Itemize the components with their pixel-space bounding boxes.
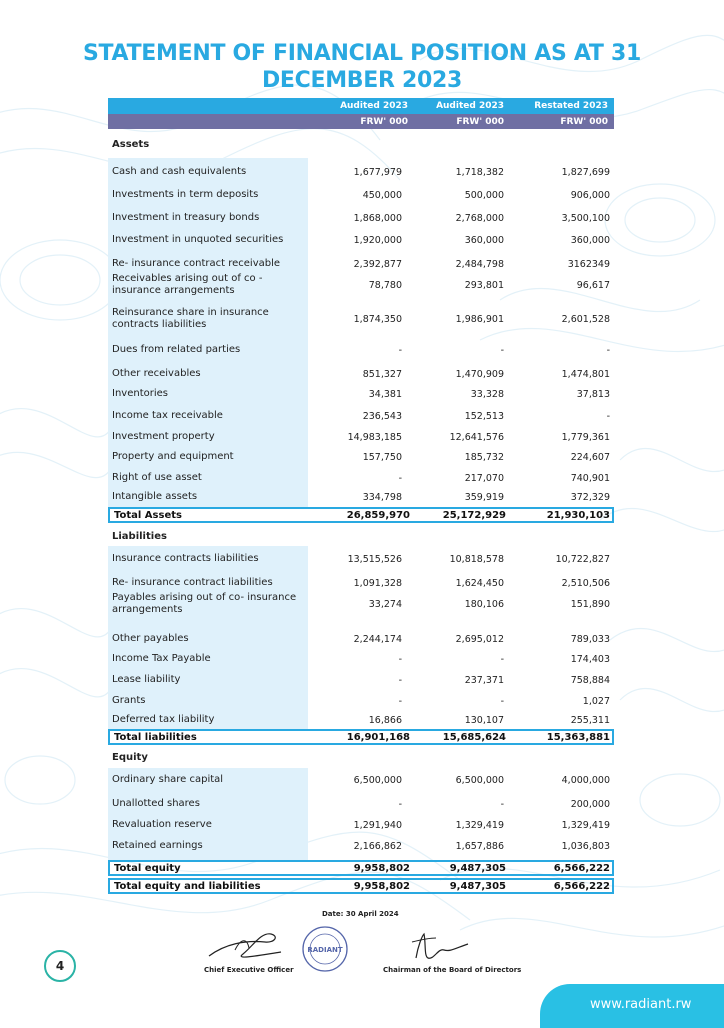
row-value: 157,750	[362, 452, 402, 463]
row-label: Intangible assets	[112, 491, 198, 502]
row-label: Income Tax Payable	[112, 653, 211, 664]
total-equity-label: Total equity	[114, 863, 181, 874]
total-liabilities-value-2: 15,685,624	[442, 732, 506, 743]
total-equity-liabilities-label: Total equity and liabilities	[114, 881, 261, 892]
column-header-row	[108, 98, 614, 114]
row-value: 14,983,185	[347, 432, 402, 443]
row-value: 1,868,000	[353, 213, 402, 224]
total-liabilities-value-3: 15,363,881	[546, 732, 610, 743]
row-value: -	[500, 696, 504, 707]
row-value: 2,510,506	[561, 578, 610, 589]
row-value: 1,624,450	[455, 578, 504, 589]
row-value: 34,381	[368, 389, 402, 400]
row-value: 1,027	[582, 696, 610, 707]
row-value: 4,000,000	[561, 775, 610, 786]
row-value: 2,601,528	[561, 314, 610, 325]
row-value: 96,617	[576, 280, 610, 291]
row-value: 1,874,350	[353, 314, 402, 325]
row-value: 1,291,940	[353, 820, 402, 831]
row-value: 740,901	[570, 473, 610, 484]
row-value: 12,641,576	[449, 432, 504, 443]
liabilities-heading: Liabilities	[112, 531, 167, 542]
signing-date: Date: 30 April 2024	[322, 910, 399, 918]
row-value: 174,403	[570, 654, 610, 665]
ceo-signature	[205, 930, 285, 964]
unit-header-2: FRW' 000	[456, 116, 504, 127]
total-assets-label: Total Assets	[114, 510, 182, 521]
row-value: 6,500,000	[353, 775, 402, 786]
row-value: 2,695,012	[455, 634, 504, 645]
row-label: Right of use asset	[112, 472, 202, 483]
row-value: -	[398, 696, 402, 707]
row-label: Ordinary share capital	[112, 774, 224, 785]
row-value: 906,000	[570, 190, 610, 201]
row-value: 37,813	[576, 389, 610, 400]
total-assets-value-2: 25,172,929	[442, 510, 506, 521]
row-value: 1,474,801	[561, 369, 610, 380]
total-liabilities-label: Total liabilities	[114, 732, 197, 743]
row-value: 359,919	[464, 492, 504, 503]
row-value: -	[500, 799, 504, 810]
svg-text:RADIANT: RADIANT	[307, 946, 343, 954]
row-value: 789,033	[570, 634, 610, 645]
website-url[interactable]: www.radiant.rw	[590, 997, 692, 1012]
total-assets-value-3: 21,930,103	[546, 510, 610, 521]
total-equity-value-2: 9,487,305	[449, 863, 506, 874]
row-value: 1,718,382	[455, 167, 504, 178]
row-value: 2,392,877	[353, 259, 402, 270]
row-label: Revaluation reserve	[112, 819, 212, 830]
row-value: 851,327	[362, 369, 402, 380]
row-value: 180,106	[464, 599, 504, 610]
row-value: 1,091,328	[353, 578, 402, 589]
row-value: 10,722,827	[555, 554, 610, 565]
page-number: 4	[44, 950, 76, 982]
total-liabilities-value-1: 16,901,168	[346, 732, 410, 743]
row-value: 152,513	[464, 411, 504, 422]
row-label: Unallotted shares	[112, 798, 200, 809]
row-label: Investment in treasury bonds	[112, 212, 260, 223]
row-label: Income tax receivable	[112, 410, 223, 421]
total-equity-liabilities-row	[108, 878, 614, 894]
chairman-signature	[408, 930, 472, 964]
row-value: 372,329	[570, 492, 610, 503]
row-value: 1,657,886	[455, 841, 504, 852]
row-value: 151,890	[570, 599, 610, 610]
row-value: 293,801	[464, 280, 504, 291]
row-label: Deferred tax liability	[112, 714, 215, 725]
total-assets-row	[108, 507, 614, 523]
row-label: Investments in term deposits	[112, 189, 259, 200]
row-value: 255,311	[570, 715, 610, 726]
row-value: 1,827,699	[561, 167, 610, 178]
row-value: 1,779,361	[561, 432, 610, 443]
row-value: 6,500,000	[455, 775, 504, 786]
row-value: 450,000	[362, 190, 402, 201]
column-header-1: Audited 2023	[340, 101, 408, 111]
row-label: Retained earnings	[112, 840, 203, 851]
row-value: 1,036,803	[561, 841, 610, 852]
unit-header-1: FRW' 000	[360, 116, 408, 127]
total-equity-liabilities-value-1: 9,958,802	[353, 881, 410, 892]
row-label: Investment property	[112, 431, 215, 442]
equity-heading: Equity	[112, 752, 148, 763]
assets-heading: Assets	[112, 139, 150, 150]
row-value: 500,000	[464, 190, 504, 201]
row-value: 2,166,862	[353, 841, 402, 852]
ceo-label: Chief Executive Officer	[204, 966, 294, 974]
total-liabilities-row	[108, 729, 614, 745]
row-value: 3162349	[567, 259, 610, 270]
row-label: Reinsurance share in insurance contracts liabilities	[112, 307, 269, 330]
page-title: STATEMENT OF FINANCIAL POSITION AS AT 31 DECEMBER 2023	[83, 41, 641, 93]
row-value: 758,884	[570, 675, 610, 686]
row-value: -	[398, 654, 402, 665]
row-value: 1,986,901	[455, 314, 504, 325]
row-value: -	[500, 654, 504, 665]
row-label: Property and equipment	[112, 451, 234, 462]
row-value: 334,798	[362, 492, 402, 503]
row-value: 33,328	[470, 389, 504, 400]
row-label: Grants	[112, 695, 146, 706]
row-value: 2,244,174	[353, 634, 402, 645]
row-value: 1,677,979	[353, 167, 402, 178]
row-value: 217,070	[464, 473, 504, 484]
row-label: Re- insurance contract liabilities	[112, 577, 273, 588]
row-value: 3,500,100	[561, 213, 610, 224]
row-label: Payables arising out of co- insurance arrangements	[112, 592, 297, 615]
row-value: -	[398, 473, 402, 484]
row-value: 1,329,419	[455, 820, 504, 831]
row-value: 185,732	[464, 452, 504, 463]
row-value: 1,920,000	[353, 235, 402, 246]
row-label: Insurance contracts liabilities	[112, 553, 259, 564]
row-value: 10,818,578	[449, 554, 504, 565]
column-header-2: Audited 2023	[436, 101, 504, 111]
row-label: Investment in unquoted securities	[112, 234, 284, 245]
column-header-3: Restated 2023	[534, 101, 608, 111]
row-value: 236,543	[362, 411, 402, 422]
row-value: 33,274	[368, 599, 402, 610]
chairman-label: Chairman of the Board of Directors	[383, 966, 522, 974]
row-label: Other receivables	[112, 368, 201, 379]
total-equity-liabilities-value-3: 6,566,222	[553, 881, 610, 892]
row-value: 2,768,000	[455, 213, 504, 224]
row-value: -	[500, 345, 504, 356]
row-label: Receivables arising out of co - insurance arrangements	[112, 273, 263, 296]
total-assets-value-1: 26,859,970	[346, 510, 410, 521]
company-seal	[300, 924, 350, 974]
row-label: Re- insurance contract receivable	[112, 258, 281, 269]
row-value: 360,000	[570, 235, 610, 246]
row-value: 78,780	[368, 280, 402, 291]
total-equity-liabilities-value-2: 9,487,305	[449, 881, 506, 892]
row-value: 1,329,419	[561, 820, 610, 831]
total-equity-value-1: 9,958,802	[353, 863, 410, 874]
row-value: -	[398, 799, 402, 810]
row-value: 200,000	[570, 799, 610, 810]
row-value: 13,515,526	[347, 554, 402, 565]
row-value: -	[606, 411, 610, 422]
row-value: -	[398, 675, 402, 686]
row-value: 360,000	[464, 235, 504, 246]
row-value: 130,107	[464, 715, 504, 726]
total-equity-row	[108, 860, 614, 876]
row-value: 16,866	[368, 715, 402, 726]
row-value: 237,371	[464, 675, 504, 686]
row-value: -	[606, 345, 610, 356]
unit-header-row	[108, 114, 614, 129]
row-label: Inventories	[112, 388, 168, 399]
row-value: 2,484,798	[455, 259, 504, 270]
row-value: -	[398, 345, 402, 356]
row-label: Lease liability	[112, 674, 181, 685]
unit-header-3: FRW' 000	[560, 116, 608, 127]
row-label: Dues from related parties	[112, 344, 241, 355]
row-value: 224,607	[570, 452, 610, 463]
row-label: Other payables	[112, 633, 189, 644]
row-label: Cash and cash equivalents	[112, 166, 247, 177]
row-value: 1,470,909	[455, 369, 504, 380]
total-equity-value-3: 6,566,222	[553, 863, 610, 874]
